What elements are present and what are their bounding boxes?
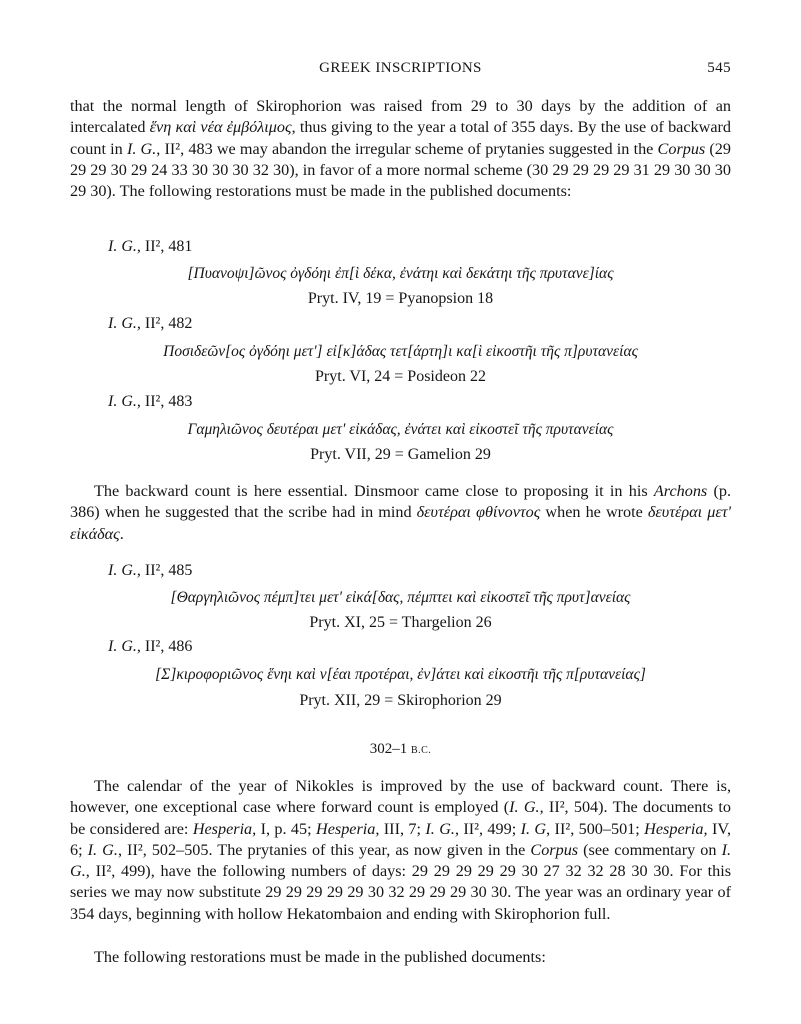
citation-ig: I. G. [70, 840, 731, 881]
ref-abbrev: I. G., [108, 238, 141, 255]
ref-abbrev: I. G., [108, 638, 141, 655]
text-run: The calendar of the year of Nikokles is improved by the use of backward count. There is, however, one exceptional case where forward count is employed ( [70, 777, 731, 817]
citation-ig: I. G. [87, 840, 118, 859]
text-run: (p. 386) when he suggested that the scribe had in mind [70, 482, 731, 522]
citation-hesperia: Hesperia, [316, 819, 380, 838]
citation-ig: I. G. [425, 819, 455, 838]
text-run: , II², 504). The documents to be considered are: [70, 798, 731, 838]
running-title: GREEK INSCRIPTIONS [319, 60, 482, 76]
text-run: . [119, 524, 124, 543]
citation-hesperia: Hesperia, [192, 819, 257, 838]
citation-corpus: Corpus [657, 139, 706, 158]
inscription-reference [108, 393, 192, 411]
ref-abbrev: I. G., [108, 562, 141, 579]
greek-phrase: ἕνη καὶ νέα ἐμβόλιμος [149, 118, 292, 137]
greek-restoration: [Θαργηλιῶνος πέμπ]τει μετ' εἰκά[δας, πέμπτει καὶ εἰκοστεῖ τῆς πρυτ]ανείας [170, 589, 631, 606]
page-number: 545 [707, 60, 731, 76]
section-heading [70, 741, 731, 758]
ref-number: II², 486 [140, 638, 193, 655]
citation-ig: I. G. [509, 798, 540, 817]
ref-abbrev: I. G., [108, 393, 141, 410]
ref-number: II², 485 [140, 562, 193, 579]
text-run: , II², 499; [454, 819, 521, 838]
text-run: (29 29 29 30 29 24 33 30 30 30 32 30), in favor of a more normal scheme (30 29 29 29 29 31 29 30 30 30 29 30). The following restorations must be made in the published documents: [70, 139, 731, 201]
citation-corpus: Corpus [530, 840, 579, 859]
greek-restoration: [Πυανοψι]ῶνος ὀγδόηι ἐπ[ὶ δέκα, ἐνάτηι καὶ δεκάτηι τῆς πρυτανε]ίας [187, 265, 614, 282]
text-run: that the normal length of Skirophorion was raised from 29 to 30 days by the addition of an intercalated [70, 97, 731, 137]
inscription-reference [108, 315, 192, 333]
text-run: (see commentary on [578, 840, 722, 859]
citation-ig: I. G [520, 819, 547, 838]
text-run: IV, 6; [70, 819, 731, 859]
section-year: 302–1 [369, 741, 408, 757]
greek-phrase: δευτέραι φθίνοντος [416, 503, 541, 522]
text-run: , II², 502–505. The prytanies of this year, as now given in the [117, 840, 531, 859]
text-run: , II², 499), have the following numbers of days: 29 29 29 29 29 30 27 32 32 28 30 30. For this series we may now substitute 29 29 29 29 29 30 32 29 29 29 30 30. The year was an ordinary year of 354 days, beginning with hollow Hekatombaion and ending with Skirophorion full. [70, 862, 731, 923]
citation-ig: I. G. [126, 139, 157, 158]
text-run: , II², 483 we may abandon the irregular scheme of prytanies suggested in the [156, 139, 658, 158]
greek-restoration: Γαμηλιῶνος δευτέραι μετ' εἰκάδας, ἐνάτει καὶ εἰκοστεῖ τῆς πρυτανείας [187, 421, 614, 438]
text-run: , thus giving to the year a total of 355 days. By the use of backward count in [70, 118, 731, 158]
prytany-equation: Pryt. VI, 24 = Posideon 22 [315, 368, 486, 385]
text-run: , II², 500–501; [546, 819, 645, 838]
ref-number: II², 481 [140, 238, 193, 255]
greek-restoration: [Σ]κιροφοριῶνος ἕνηι καὶ ν[έαι προτέραι, ἐν]άτει καὶ εἰκοστῆι τῆς π[ρυτανείας] [155, 666, 646, 683]
ref-number: II², 483 [140, 393, 193, 410]
inscription-reference [108, 238, 192, 256]
inscription-reference [108, 638, 192, 656]
prytany-equation: Pryt. XI, 25 = Thargelion 26 [309, 614, 492, 631]
citation-hesperia: Hesperia, [644, 819, 708, 838]
prytany-equation: Pryt. VII, 29 = Gamelion 29 [310, 446, 491, 463]
text-run: when he wrote [540, 503, 648, 522]
ref-number: II², 482 [140, 315, 193, 332]
prytany-equation: Pryt. XII, 29 = Skirophorion 29 [299, 692, 502, 709]
text-run: The backward count is here essential. Dinsmoor came close to proposing it in his [94, 482, 654, 500]
section-era: B.C. [410, 745, 432, 756]
paragraph-restorations-intro: The following restorations must be made in the published documents: [94, 948, 546, 966]
paragraph-backward-count [70, 481, 731, 545]
paragraph-intercalation [70, 96, 731, 202]
running-head [70, 60, 731, 82]
text-run: III, 7; [379, 819, 426, 838]
inscription-reference [108, 562, 192, 580]
greek-restoration: Ποσιδεῶν[ος ὀγδόηι μετ'] εἰ[κ]άδας τετ[άρτη]ι κα[ὶ εἰκοστῆι τῆς π]ρυτανείας [163, 343, 638, 360]
citation-archons: Archons [653, 482, 708, 500]
paragraph-nikokles [70, 776, 731, 925]
ref-abbrev: I. G., [108, 315, 141, 332]
prytany-equation: Pryt. IV, 19 = Pyanopsion 18 [307, 290, 494, 307]
greek-phrase: δευτέραι μετ' εἰκάδας [70, 503, 732, 543]
text-run: I, p. 45; [256, 819, 317, 838]
